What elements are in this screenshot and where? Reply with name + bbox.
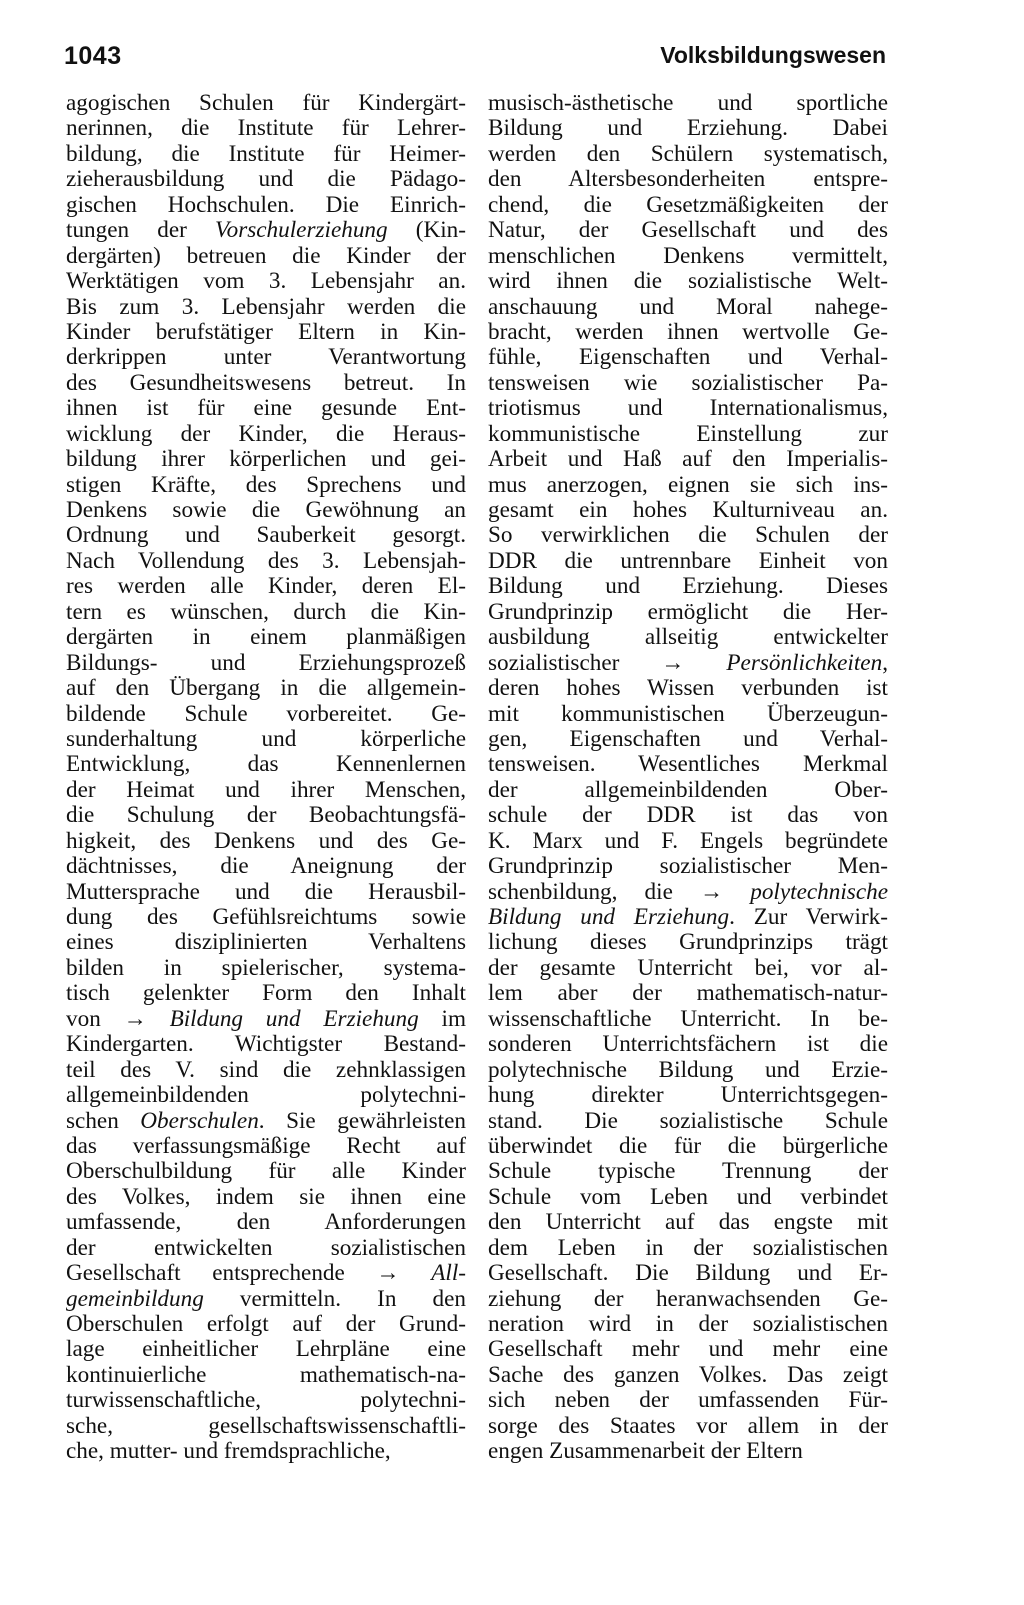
text-line: den Unterricht auf das engste mit	[488, 1209, 888, 1236]
text-line: gesamt ein hohes Kulturniveau an.	[488, 497, 888, 523]
text-line: Gesellschaft mehr und mehr eine	[488, 1336, 888, 1363]
text-line: K. Marx und F. Engels begründete	[488, 827, 888, 854]
text-line: allgemeinbildenden polytechni-	[66, 1082, 466, 1109]
text-line: sche, gesellschaftswissenschaftli-	[66, 1412, 466, 1439]
text-line: zieherausbildung und die Pädago-	[66, 166, 466, 193]
text-line: der allgemeinbildenden Ober-	[488, 776, 888, 803]
text-line: fühle, Eigenschaften und Verhal-	[488, 344, 888, 371]
text-line: DDR die untrennbare Einheit von	[488, 547, 888, 574]
text-line: sorge des Staates vor allem in der	[488, 1412, 888, 1439]
text-line: Oberschulbildung für alle Kinder	[66, 1158, 466, 1185]
text-line: sich neben der umfassenden Für-	[488, 1387, 888, 1414]
text-line: überwindet die für die bürgerliche	[488, 1132, 888, 1159]
text-line: den Altersbesonderheiten entspre-	[488, 166, 888, 193]
text-line: kontinuierliche mathematisch-na-	[66, 1361, 466, 1388]
text-line: gemeinbildung vermitteln. In den	[66, 1285, 466, 1312]
text-line: higkeit, des Denkens und des Ge-	[66, 827, 466, 854]
text-line: tern es wünschen, durch die Kin-	[66, 598, 466, 625]
text-line: dächtnisses, die Aneignung der	[66, 853, 466, 880]
text-line: polytechnische Bildung und Erzie-	[488, 1056, 888, 1083]
text-line: Gesellschaft entsprechende → All-	[66, 1260, 466, 1287]
cross-reference: Vorschulerziehung	[215, 217, 388, 244]
text-line: sonderen Unterrichtsfächern ist die	[488, 1031, 888, 1058]
page-header	[64, 42, 886, 82]
text-line: Bildungs- und Erziehungsprozeß	[66, 649, 466, 676]
text-line: eines disziplinierten Verhaltens	[66, 929, 466, 956]
text-line: wicklung der Kinder, die Heraus-	[66, 420, 466, 447]
text-line: Sache des ganzen Volkes. Das zeigt	[488, 1361, 888, 1388]
cross-reference: polytechnische	[750, 878, 888, 905]
text-line: tungen der Vorschulerziehung (Kin-	[66, 217, 466, 244]
text-line: bildende Schule vorbereitet. Ge-	[66, 700, 466, 727]
text-line: Kindergarten. Wichtigster Bestand-	[66, 1031, 466, 1058]
text-line: deren hohes Wissen verbunden ist	[488, 675, 888, 702]
text-line: bracht, werden ihnen wertvolle Ge-	[488, 318, 888, 345]
left-text-column	[66, 91, 466, 1465]
text-line: das verfassungsmäßige Recht auf	[66, 1132, 466, 1159]
text-line: schen Oberschulen. Sie gewährleisten	[66, 1107, 466, 1134]
text-line: wird ihnen die sozialistische Welt-	[488, 268, 888, 295]
text-line: turwissenschaftliche, polytechni-	[66, 1387, 466, 1414]
text-line: nerinnen, die Institute für Lehrer-	[66, 115, 466, 142]
text-line: ziehung der heranwachsenden Ge-	[488, 1285, 888, 1312]
text-line: kommunistische Einstellung zur	[488, 420, 888, 447]
text-line: der entwickelten sozialistischen	[66, 1234, 466, 1261]
text-line: ihnen ist für eine gesunde Ent-	[66, 395, 466, 422]
text-line: che, mutter- und fremdsprachliche,	[66, 1438, 391, 1465]
text-line: derkrippen unter Verantwortung	[66, 344, 466, 371]
running-head: Volksbildungswesen	[660, 42, 886, 68]
text-line: res werden alle Kinder, deren El-	[66, 573, 466, 600]
text-line: tensweisen wie sozialistischer Pa-	[488, 369, 888, 396]
text-line: agogischen Schulen für Kindergärt-	[66, 90, 466, 116]
text-line: Oberschulen erfolgt auf der Grund-	[66, 1311, 466, 1337]
text-line: gischen Hochschulen. Die Einrich-	[66, 191, 466, 218]
text-line: So verwirklichen die Schulen der	[488, 522, 888, 549]
text-line: neration wird in der sozialistischen	[488, 1311, 888, 1337]
text-line: dergärten) betreuen die Kinder der	[66, 242, 466, 269]
text-line: lichung dieses Grundprinzips trägt	[488, 929, 888, 956]
text-line: sozialistischer → Persönlichkeiten,	[488, 649, 888, 676]
cross-reference: All-	[431, 1260, 466, 1287]
page-number: 1043	[64, 42, 122, 70]
text-line: dung des Gefühlsreichtums sowie	[66, 904, 466, 930]
text-line: Ordnung und Sauberkeit gesorgt.	[66, 522, 466, 549]
text-line: ausbildung allseitig entwickelter	[488, 624, 888, 651]
text-line: teil des V. sind die zehnklassigen	[66, 1056, 466, 1083]
text-line: Schule typische Trennung der	[488, 1158, 888, 1185]
text-line: Entwicklung, das Kennenlernen	[66, 751, 466, 778]
right-text-column	[488, 91, 888, 1465]
text-line: Denkens sowie die Gewöhnung an	[66, 497, 466, 523]
text-line: wissenschaftliche Unterricht. In be-	[488, 1005, 888, 1032]
text-line: dem Leben in der sozialistischen	[488, 1234, 888, 1261]
text-line: gen, Eigenschaften und Verhal-	[488, 725, 888, 752]
cross-reference: Oberschulen	[140, 1107, 259, 1134]
text-line: der Heimat und ihrer Menschen,	[66, 776, 466, 803]
text-line: Nach Vollendung des 3. Lebensjah-	[66, 547, 466, 574]
text-line: von → Bildung und Erziehung im	[66, 1005, 467, 1032]
text-line: die Schulung der Beobachtungsfä-	[66, 802, 466, 829]
text-line: Bildung und Erziehung. Zur Verwirk-	[488, 904, 888, 930]
text-line: tisch gelenkter Form den Inhalt	[66, 980, 466, 1007]
text-line: mus anerzogen, eignen sie sich ins-	[488, 471, 888, 498]
text-line: bildung ihrer körperlichen und gei-	[66, 446, 466, 473]
text-line: menschlichen Denkens vermittelt,	[488, 242, 888, 269]
text-line: sunderhaltung und körperliche	[66, 725, 466, 752]
text-line: Bis zum 3. Lebensjahr werden die	[66, 293, 466, 320]
text-line: Werktätigen vom 3. Lebensjahr an.	[66, 268, 466, 295]
text-line: des Gesundheitswesens betreut. In	[66, 369, 466, 396]
text-line: auf den Übergang in die allgemein-	[66, 675, 466, 702]
text-line: chend, die Gesetzmäßigkeiten der	[488, 191, 888, 218]
cross-reference: Bildung und Erziehung	[169, 1005, 419, 1032]
text-line: des Volkes, indem sie ihnen eine	[66, 1183, 466, 1210]
text-line: Grundprinzip sozialistischer Men-	[488, 853, 888, 880]
text-line: umfassende, den Anforderungen	[66, 1209, 466, 1236]
text-line: Schule vom Leben und verbindet	[488, 1183, 888, 1210]
text-line: Bildung und Erziehung. Dieses	[488, 573, 888, 600]
text-line: Kinder berufstätiger Eltern in Kin-	[66, 318, 466, 345]
text-line: bildung, die Institute für Heimer-	[66, 140, 466, 167]
text-line: bilden in spielerischer, systema-	[66, 954, 466, 981]
cross-reference: Persönlichkeiten	[726, 649, 883, 676]
text-line: Bildung und Erziehung. Dabei	[488, 115, 888, 142]
text-line: hung direkter Unterrichtsgegen-	[488, 1082, 888, 1109]
text-line: Grundprinzip ermöglicht die Her-	[488, 598, 888, 625]
text-line: lage einheitlicher Lehrpläne eine	[66, 1336, 466, 1363]
text-line: schenbildung, die → polytechnische	[488, 878, 888, 905]
cross-reference: gemeinbildung	[66, 1285, 204, 1312]
text-line: stigen Kräfte, des Sprechens und	[66, 471, 466, 498]
text-line: engen Zusammenarbeit der Eltern	[488, 1438, 803, 1465]
text-line: der gesamte Unterricht bei, vor al-	[488, 954, 888, 981]
cross-reference: Bildung und Erziehung	[488, 904, 730, 930]
text-line: mit kommunistischen Überzeugun-	[488, 700, 888, 727]
text-line: lem aber der mathematisch-natur-	[488, 980, 888, 1007]
text-line: tensweisen. Wesentliches Merkmal	[488, 751, 888, 778]
text-line: triotismus und Internationalismus,	[488, 395, 888, 422]
text-line: Arbeit und Haß auf den Imperialis-	[488, 446, 888, 473]
text-line: stand. Die sozialistische Schule	[488, 1107, 888, 1134]
text-line: anschauung und Moral nahege-	[488, 293, 888, 320]
text-line: Natur, der Gesellschaft und des	[488, 217, 888, 244]
text-line: dergärten in einem planmäßigen	[66, 624, 466, 651]
text-line: werden den Schülern systematisch,	[488, 140, 888, 167]
text-line: musisch-ästhetische und sportliche	[488, 90, 888, 116]
text-line: Muttersprache und die Herausbil-	[66, 878, 466, 905]
text-line: Gesellschaft. Die Bildung und Er-	[488, 1260, 888, 1287]
text-line: schule der DDR ist das von	[488, 802, 888, 829]
